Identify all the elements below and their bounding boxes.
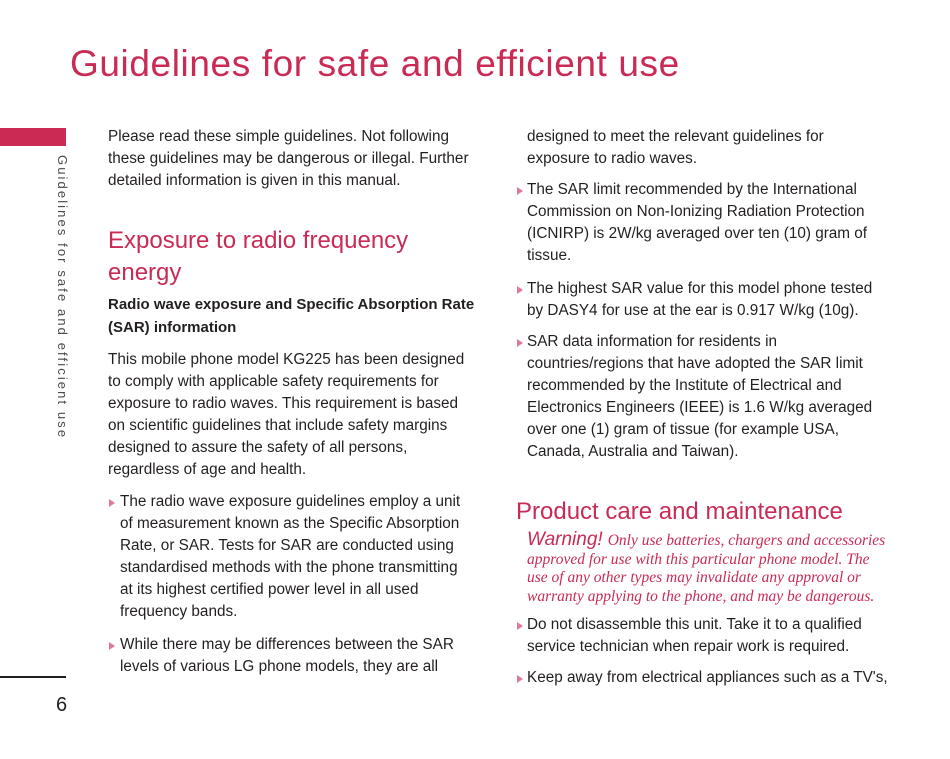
bullet-text: The SAR limit recommended by the International Commission on Non-Ionizing Radiation Protection (ICNIRP) is 2W/kg averaged over ten (10) gram of tissue. — [527, 181, 868, 264]
bullet-arrow-icon — [109, 499, 115, 507]
warning-note — [527, 531, 885, 606]
bullet-text: The radio wave exposure guidelines employ a unit of measurement known as the Specific Absorption Rate, or SAR. Tests for SAR are conducted using standardised methods with the phone transmitting at its highest certified power level in all used frequency bands. — [120, 493, 461, 620]
bullet-text: Do not disassemble this unit. Take it to a qualified service technician when repair work is required. — [527, 616, 862, 655]
bullet-arrow-icon — [517, 339, 523, 347]
bullet-item — [516, 179, 867, 267]
bullet-arrow-icon — [517, 286, 523, 294]
bullet-arrow-icon — [517, 622, 523, 630]
intro-paragraph: Please read these simple guidelines. Not following these guidelines may be dangerous or illegal. Further detailed information is given in this manual. — [108, 128, 469, 189]
section-heading-exposure: Exposure to radio frequency energy — [108, 227, 409, 286]
section-heading-product-care: Product care and maintenance — [516, 498, 843, 525]
page-title: Guidelines for safe and efficient use — [70, 43, 680, 84]
bullet-text: Keep away from electrical appliances such as a TV's, — [527, 669, 888, 686]
bullet-item — [516, 278, 872, 322]
page-number: 6 — [56, 694, 68, 716]
paragraph-compliance: This mobile phone model KG225 has been designed to comply with applicable safety requirements for exposure to radio waves. This requirement is based on scientific guidelines that include safety margins designed to assure the safety of all persons, regardless of age and health. — [108, 351, 465, 478]
side-tab-label: Guidelines for safe and efficient use — [55, 155, 70, 440]
bullet-text: While there may be differences between the SAR levels of various LG phone models, they are all — [120, 636, 454, 675]
bullet-text: The highest SAR value for this model phone tested by DASY4 for use at the ear is 0.917 W/kg (10g). — [527, 280, 873, 319]
warning-label: Warning! — [527, 529, 603, 550]
warning-text: Only use batteries, chargers and accessories approved for use with this particular phone model. The use of any other types may invalidate any approval or warranty applying to the phone, and may be dangerous. — [527, 532, 886, 605]
bullet-item — [516, 331, 872, 463]
subheading-sar-information: Radio wave exposure and Specific Absorption Rate (SAR) information — [108, 296, 475, 336]
side-tab-bar — [0, 128, 66, 146]
bullet-arrow-icon — [109, 642, 115, 650]
bullet-item — [108, 634, 454, 678]
bullet-continuation-text: designed to meet the relevant guidelines for exposure to radio waves. — [527, 128, 824, 167]
bullet-item — [516, 614, 862, 658]
bullet-arrow-icon — [517, 187, 523, 195]
bullet-text: SAR data information for residents in countries/regions that have adopted the SAR limit recommended by the Institute of Electrical and Electronics Engineers (IEEE) is 1.6 W/kg averaged over one (1) gram of tissue (for example USA, Canada, Australia and Taiwan). — [527, 333, 873, 460]
bullet-item — [108, 491, 460, 623]
bullet-item — [516, 667, 888, 689]
bullet-arrow-icon — [517, 675, 523, 683]
footer-rule — [0, 676, 66, 678]
